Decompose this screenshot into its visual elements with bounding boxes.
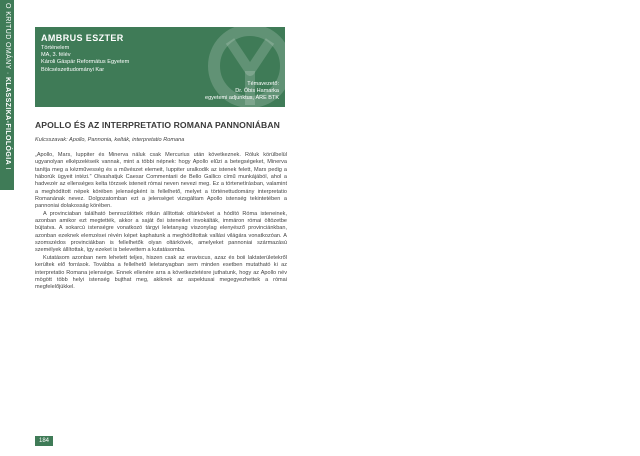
- author-name: AMBRUS ESZTER: [41, 33, 124, 43]
- article-body: [35, 152, 287, 292]
- paragraph: Kutatásom azonban nem lehetett teljes, hiszen csak az eraviscus, azaz és boii laktaterületekről kerültek elő források. Továbba a fellelhető leletanyagban sem minden esetben mutatható ki az interpretatio Romana jelensége. Ennek ellenére arra a következtetésre juthatunk, hogy az Apollo név mögött több helyi istenség bujthat meg, akiknek az aspektusai megegyezhettek a római megfelelőjükkel.: [35, 254, 287, 291]
- supervisor-block: [205, 81, 279, 102]
- side-label-part3: I: [4, 165, 11, 170]
- author-faculty: Bölcsészettudományi Kar: [41, 66, 105, 73]
- paragraph: „Apollo, Mars, Iuppiter és Minerva náluk csak Mercurius után következnek. Róluk körülbelül ugyanolyan elképzeléseik vannak, mint a többi népnek: hogy Apollo elűzi a betegségeket, Minerva tanítja meg a kézművesség és a művészet elemeit, Iuppiter uralkodik az istenek felett, Mars pedig a háborúk ügyeit intézi.” Olvashatjuk Caesar Commentarii de Bello Gallico című munkájából, ahol a hadvezér az ellenséges kelta törzsek isteneit római neven nevezi meg. Ez a törtenetírásban, valamint a meghódított népek körében jelenségként is fellelhető, melyet a történettudomány interpretatio Romanának nevez. Dolgozatomban ezt a jelenséget vizsgáltam Apollo istenség tekintetében a pannoniai dolakosság körében.: [35, 152, 287, 210]
- side-section-label: [1, 3, 13, 188]
- author-header: [35, 27, 285, 107]
- author-details: [41, 45, 129, 74]
- author-university: Károli Gáspár Református Egyetem: [41, 59, 130, 66]
- side-tab: [0, 0, 14, 190]
- supervisor-name: Dr. Óbis Hamarka: [235, 88, 279, 94]
- author-semester: MA, 3. félév: [41, 52, 71, 59]
- supervisor-label: Témavezető:: [247, 81, 279, 87]
- keywords: Kulcsszavak: Apollo, Pannonia, kelták, interpretatio Romana: [35, 137, 185, 143]
- page-number-badge: [35, 436, 53, 446]
- author-program: Történelem: [41, 45, 70, 51]
- article-title: APOLLO ÉS AZ INTERPRETATIO ROMANA PANNONIÁBAN: [35, 120, 280, 130]
- side-label-part1: O KRITUD OMÁNY ·: [4, 3, 11, 77]
- side-label-part2: KLASSZIKA-FILOLÓGIA: [4, 76, 11, 166]
- paragraph: A provinciaban található bennszülöttek ritkán állítottak oltárkövket a hódító Róma isteneinek, azonban amikor ezt megtették, akkor a saját ősi isteneiket invokálták, immáron római öltözetbe bújtatva. A sokarcú istenségre vonatkozó tárgyi leletanyag viszonylag elenyésző provinciánkban, azonban ezeknek elemzései révén képet kaphatunk a meghódítottak vallási világára vonatkozóan. A szomszédos provinciákban is fellelhetők olyan oltárkövek, amelyeket pannoniai származású személyek állítottak, így ezeket is belevettem a kutatásomba.: [35, 210, 287, 254]
- page-number: 184: [38, 438, 49, 444]
- supervisor-title: egyetemi adjunktus, ÁRE BTK: [205, 95, 279, 101]
